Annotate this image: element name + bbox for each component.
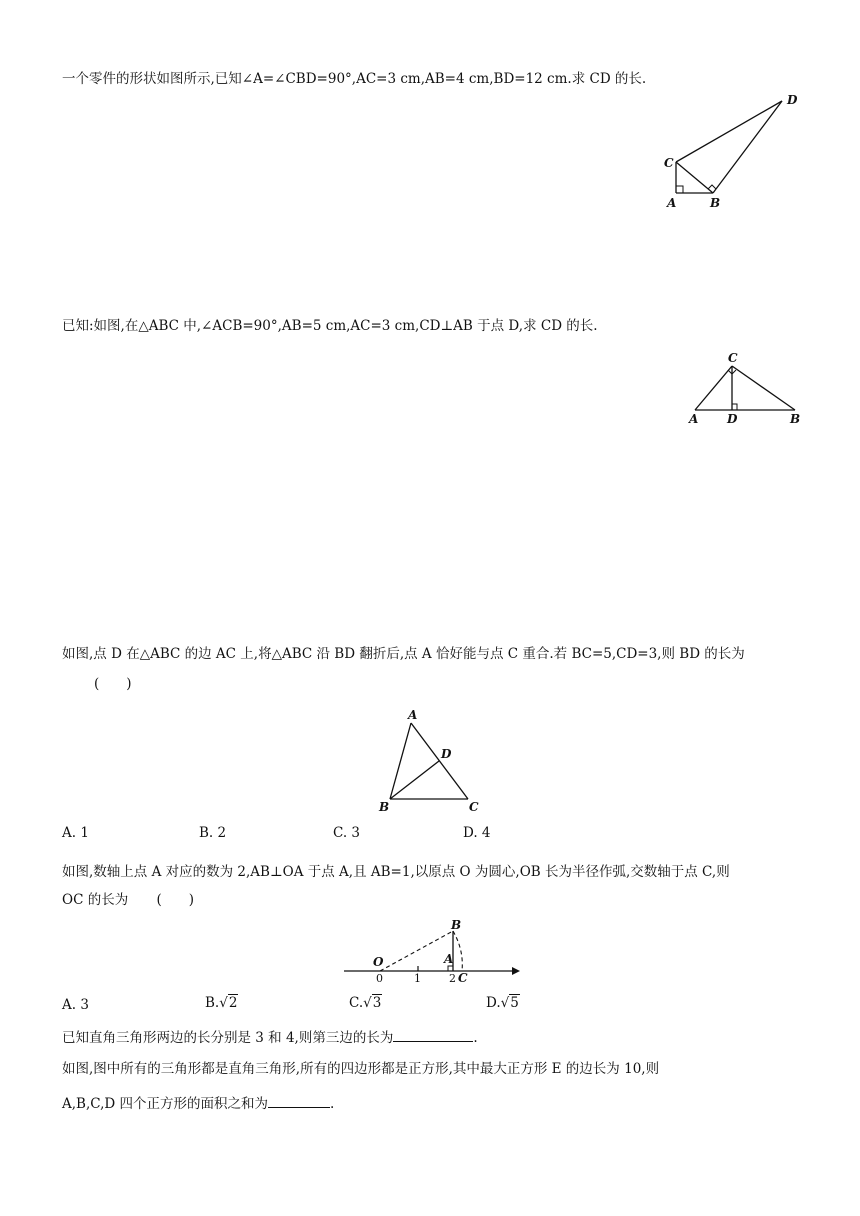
label-c: C: [469, 800, 479, 814]
tick-2: 2: [449, 972, 456, 985]
q9-option-a: A. 1: [62, 825, 89, 841]
label-b: B: [451, 918, 462, 932]
label-d: D: [441, 747, 452, 761]
figure-q8: [685, 348, 805, 428]
question-10-text: 如图,数轴上点 A 对应的数为 2,AB⊥OA 于点 A,且 AB=1,以原点 O 为圆心,OB 长为半径作弧,交数轴于点 C,则: [62, 864, 730, 880]
question-12: [62, 1060, 659, 1079]
label-b: B: [379, 800, 390, 814]
q9-option-b: B. 2: [199, 825, 227, 841]
q10-option-c: C.√3: [349, 995, 382, 1011]
label-c: C: [458, 971, 468, 985]
question-12-line2: A,B,C,D 四个正方形的面积之和为 .: [62, 1096, 335, 1112]
question-9-text: 如图,点 D 在△ABC 的边 AC 上,将△ABC 沿 BD 翻折后,点 A 恰好能与点 C 重合.若 BC=5,CD=3,则 BD 的长为: [62, 646, 745, 662]
question-12-text: 如图,图中所有的三角形都是直角三角形,所有的四边形都是正方形,其中最大正方形 E 的边长为 10,则: [62, 1061, 660, 1077]
q10-option-d: D.√5: [486, 995, 519, 1011]
question-7: [62, 70, 646, 89]
question-7-text: 一个零件的形状如图所示,已知∠A=∠CBD=90°,AC=3 cm,AB=4 cm,BD=12 cm.求 CD 的长.: [62, 71, 647, 87]
label-c: C: [664, 156, 674, 170]
question-9-paren: ( ): [94, 676, 132, 692]
label-o: O: [373, 955, 384, 969]
q9-option-c: C. 3: [333, 825, 361, 841]
label-a: A: [408, 708, 418, 722]
answer-blank[interactable]: [393, 1028, 473, 1042]
question-9: [62, 645, 745, 664]
question-10-line2: OC 的长为 ( ): [62, 892, 195, 908]
question-8: [62, 317, 598, 336]
label-a: A: [689, 412, 699, 426]
q10-option-b: B.√2: [205, 995, 238, 1011]
figure-q7: [655, 92, 815, 212]
tick-1: 1: [414, 972, 421, 985]
label-c: C: [728, 351, 738, 365]
label-a: A: [667, 196, 677, 210]
label-d: D: [787, 93, 798, 107]
q10-option-a: A. 3: [62, 997, 89, 1013]
question-11-text: 已知直角三角形两边的长分别是 3 和 4,则第三边的长为: [62, 1030, 394, 1046]
q9-option-d: D. 4: [463, 825, 491, 841]
figure-q9: [375, 708, 485, 814]
figure-q10: [340, 920, 525, 986]
label-d: D: [727, 412, 738, 426]
question-8-text: 已知:如图,在△ABC 中,∠ACB=90°,AB=5 cm,AC=3 cm,CD⊥AB 于点 D,求 CD 的长.: [62, 318, 598, 334]
question-10: [62, 863, 730, 882]
tick-0: 0: [376, 972, 383, 985]
answer-blank[interactable]: [268, 1094, 330, 1108]
label-a: A: [444, 952, 454, 966]
question-11: 已知直角三角形两边的长分别是 3 和 4,则第三边的长为 .: [62, 1030, 478, 1046]
label-b: B: [710, 196, 721, 210]
label-b: B: [790, 412, 801, 426]
